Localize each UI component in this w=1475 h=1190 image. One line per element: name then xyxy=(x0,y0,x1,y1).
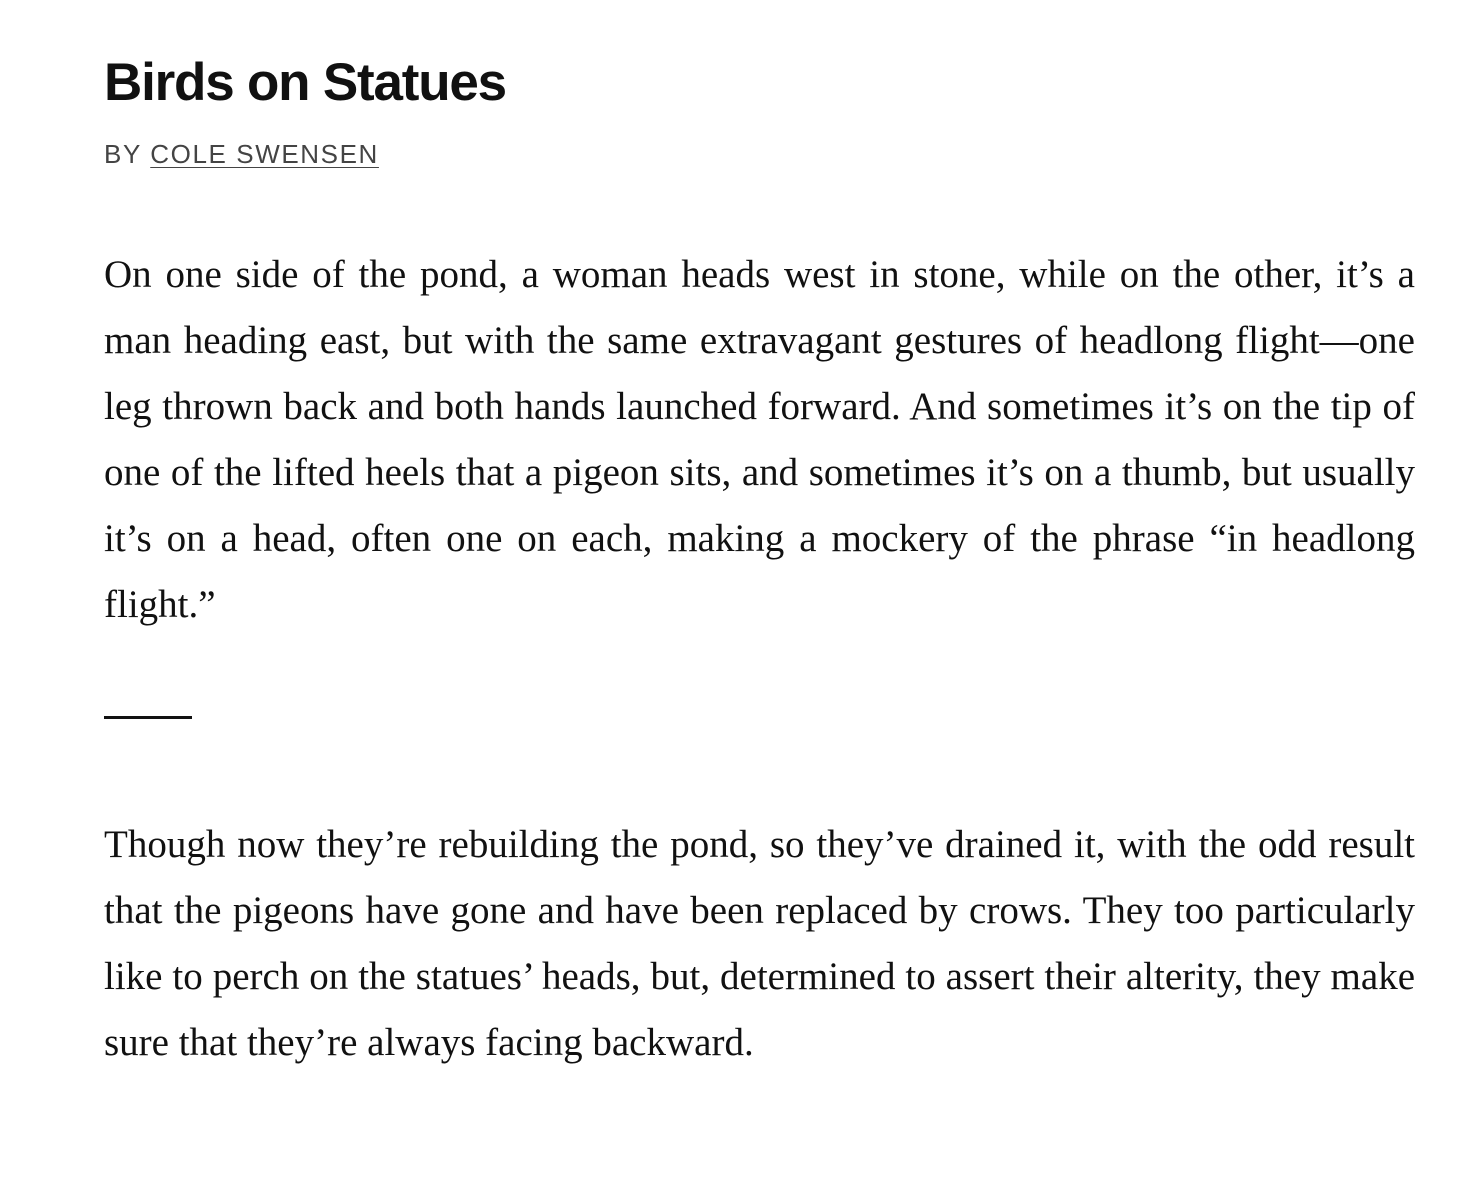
poem-article xyxy=(104,50,1415,1076)
stanza-1: On one side of the pond, a woman heads west in stone, while on the other, it’s a man heading east, but with the same extravagant gestures of headlong flight—one leg thrown back and both hands launched forward. And sometimes it’s on the tip of one of the lifted heels that a pigeon sits, and sometimes it’s on a thumb, but usually it’s on a head, often one on each, making a mockery of the phrase “in headlong flight.” xyxy=(104,253,1415,626)
byline-prefix: BY xyxy=(104,139,142,169)
section-divider xyxy=(104,716,192,719)
stanza-2: Though now they’re rebuilding the pond, so they’ve drained it, with the odd result that the pigeons have gone and have been replaced by crows. They too particularly like to perch on the statues’ heads, but, determined to assert their alterity, they make sure that they’re always facing backward. xyxy=(104,823,1415,1064)
byline xyxy=(104,138,1415,170)
author-link[interactable]: COLE SWENSEN xyxy=(150,139,379,169)
poem-title: Birds on Statues xyxy=(104,53,506,112)
